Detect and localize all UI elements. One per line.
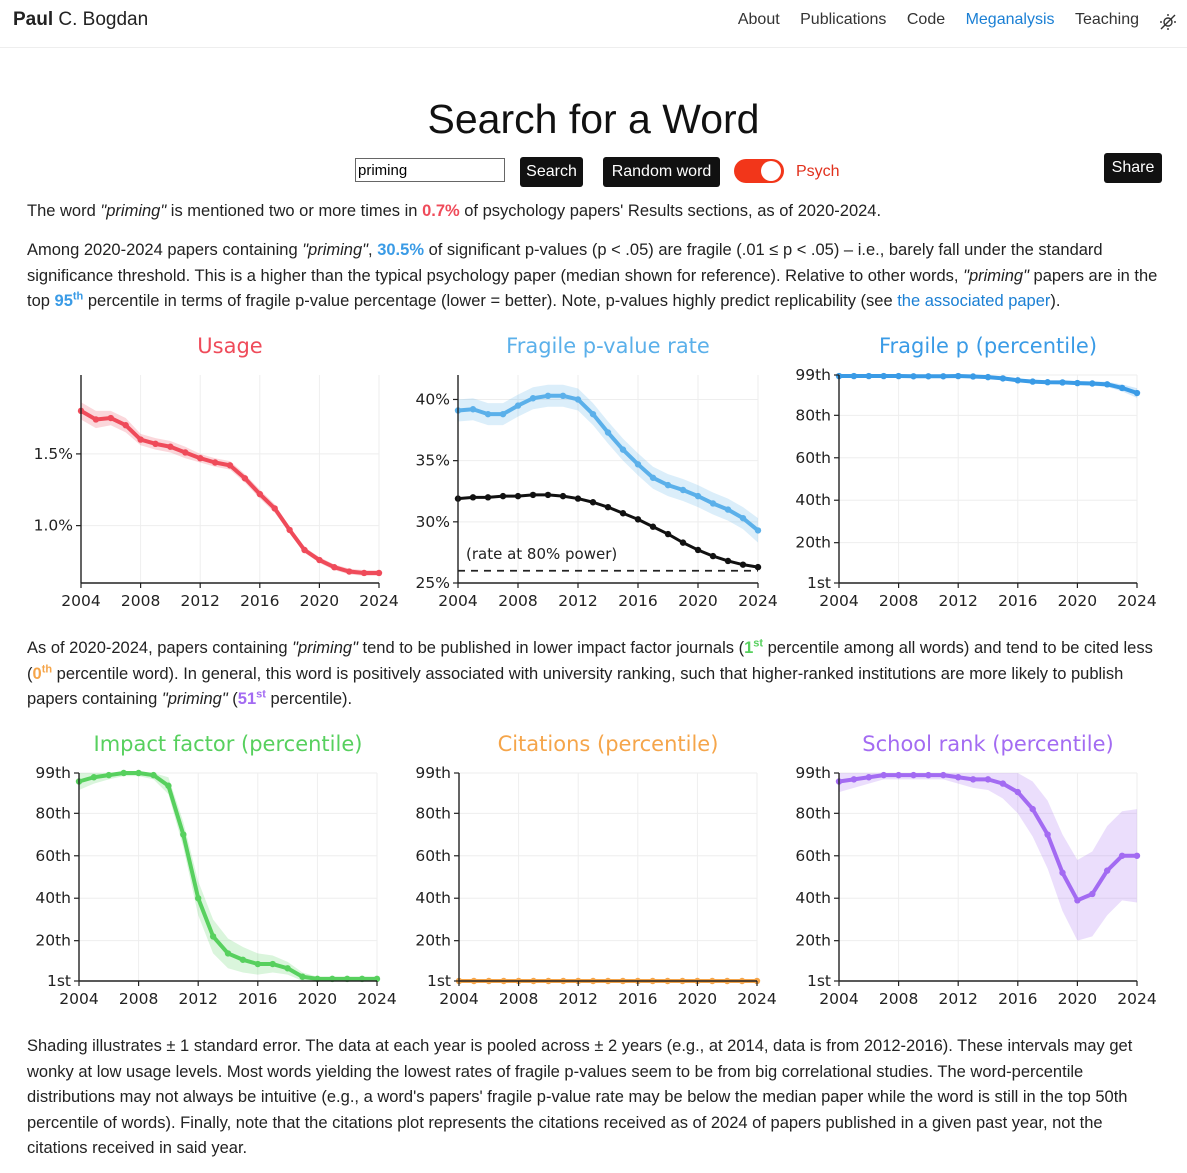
data-point [227, 462, 233, 468]
citation-rank [33, 665, 53, 683]
x-tick-label: 2012 [938, 990, 978, 1008]
data-point [560, 493, 566, 499]
data-point [91, 774, 97, 780]
y-tick-label: 20th [795, 533, 831, 552]
data-point [545, 393, 551, 399]
text: tend to be published in lower impact factor journals ( [357, 639, 745, 657]
data-point [680, 539, 686, 545]
data-point [1030, 806, 1036, 812]
data-point [195, 895, 201, 901]
y-tick-label: 80th [795, 804, 831, 823]
x-tick-label: 2012 [180, 592, 220, 610]
data-point [225, 950, 231, 956]
data-point [470, 494, 476, 500]
data-point [1134, 390, 1140, 396]
data-point [240, 957, 246, 963]
data-point [925, 772, 931, 778]
theme-toggle-icon[interactable] [1159, 13, 1177, 31]
chart-title: Usage [197, 334, 263, 358]
nav-link-code[interactable]: Code [906, 11, 946, 28]
text: percentile among all words) and tend to be cited less ( [27, 639, 1153, 683]
chart-title: Impact factor (percentile) [93, 732, 363, 756]
search-button[interactable]: Search [520, 157, 583, 187]
data-point [725, 506, 731, 512]
data-point [881, 772, 887, 778]
x-tick-label: 2012 [558, 592, 598, 610]
data-point [361, 570, 367, 576]
toggle-knob [761, 161, 781, 181]
methods-note: Shading illustrates ± 1 standard error. The data at each year is pooled across ± 2 years (e.g., at 2014, data is from 2012-2016). These intervals may get wonky at low usage levels. Most words yielding the lowest rates of fragile p-values seem to be from big correlational studies. The word-percentile distributions may not always be intuitive (e.g., a word's papers' fragile p-value rate may be below the median paper while the word is still in the top 50th percentile of words). Finally, note that the citations plot represents the citations received as of 2024 of papers published in a given past year, not the citations received in said year. [27, 1037, 1133, 1157]
data-point [635, 516, 641, 522]
x-tick-label: 2024 [357, 990, 397, 1008]
data-point [93, 416, 99, 422]
data-point [755, 527, 761, 533]
data-point [680, 487, 686, 493]
data-point [106, 772, 112, 778]
search-input[interactable] [355, 158, 505, 182]
search-word: "priming" [161, 690, 228, 708]
data-point [530, 492, 536, 498]
fragile-summary [27, 238, 1167, 315]
search-word: "priming" [302, 241, 369, 259]
data-point [1015, 377, 1021, 383]
data-point [270, 961, 276, 967]
data-point [137, 436, 143, 442]
data-point [985, 776, 991, 782]
data-point [346, 568, 352, 574]
x-tick-label: 2024 [1117, 592, 1157, 610]
data-point [301, 547, 307, 553]
x-tick-label: 2004 [819, 990, 859, 1008]
data-point [710, 553, 716, 559]
data-point [1059, 379, 1065, 385]
nav-link-about[interactable]: About [737, 11, 780, 28]
rank-value: 1 [744, 639, 754, 657]
data-point [1104, 867, 1110, 873]
data-point [895, 373, 901, 379]
x-tick-label: 2016 [998, 592, 1038, 610]
data-point [650, 475, 656, 481]
y-tick-label: 1st [806, 574, 831, 592]
data-point [197, 455, 203, 461]
data-point [152, 441, 158, 447]
data-point [165, 783, 171, 789]
data-point [1089, 380, 1095, 386]
data-point [180, 831, 186, 837]
data-point [485, 494, 491, 500]
x-tick-label: 2016 [238, 990, 278, 1008]
data-point [1119, 853, 1125, 859]
data-point [257, 491, 263, 497]
text: percentile word). In general, this word is positively associated with university ranking, such that higher-ranked institutions are more likely to publish papers containing [27, 664, 1124, 708]
data-point [590, 411, 596, 417]
data-point [485, 411, 491, 417]
data-point [123, 422, 129, 428]
data-point [665, 482, 671, 488]
data-point [1119, 385, 1125, 391]
data-point [286, 527, 292, 533]
rank-value: 51 [237, 690, 257, 708]
fragile-percentile-chart-svg [775, 330, 1175, 615]
nav-link-meganalysis[interactable]: Meganalysis [965, 11, 1055, 28]
x-tick-label: 2008 [498, 592, 538, 610]
x-tick-label: 2012 [558, 990, 598, 1008]
nav-link-teaching[interactable]: Teaching [1074, 11, 1139, 28]
y-tick-label: 35% [415, 451, 450, 470]
text: ). [1050, 292, 1061, 310]
data-point [1044, 379, 1050, 385]
rank-value: 95 [54, 292, 73, 310]
brand-first-name: Paul [13, 9, 54, 30]
y-tick-label: 20th [795, 931, 831, 950]
text: of significant p-values (p < .05) are fragile (.01 ≤ p < .05) – i.e., barely fall under the standard significance threshold. This is a higher than the typical psychology paper (median shown for reference). Relative to other words, [27, 241, 1103, 285]
y-tick-label: 99th [35, 764, 71, 782]
x-tick-label: 2004 [439, 990, 479, 1008]
usage-chart [15, 330, 405, 620]
school-rank-chart [775, 728, 1175, 1018]
data-point [376, 570, 382, 576]
text: percentile in terms of fragile p-value percentage (lower = better). Note, p-values highly predict replicability (see [83, 292, 898, 310]
text: percentile). [265, 690, 353, 708]
text: is mentioned two or more times in [166, 202, 423, 220]
data-point [851, 373, 857, 379]
data-point [150, 772, 156, 778]
x-tick-label: 2020 [678, 592, 718, 610]
y-tick-label: 60th [415, 846, 451, 865]
search-word: "priming" [963, 266, 1029, 285]
data-point [635, 461, 641, 467]
y-tick-label: 25% [415, 574, 450, 592]
data-point [940, 772, 946, 778]
data-point [985, 374, 991, 380]
data-point [605, 429, 611, 435]
y-tick-label: 20th [415, 931, 451, 950]
y-tick-label: 60th [795, 448, 831, 467]
data-point [575, 396, 581, 402]
x-tick-label: 2024 [359, 592, 399, 610]
data-point [881, 373, 887, 379]
chart-title: School rank (percentile) [862, 732, 1114, 756]
usage-percent: 0.7% [422, 202, 460, 220]
nav-links [722, 11, 1139, 29]
data-point [1074, 897, 1080, 903]
y-tick-label: 20th [35, 931, 71, 950]
fragile-rate-chart [400, 330, 790, 620]
impact-factor-chart-svg [15, 728, 405, 1013]
data-point [575, 495, 581, 501]
y-tick-label: 40th [415, 889, 451, 908]
text: papers are in the top [27, 266, 1158, 310]
x-tick-label: 2008 [120, 592, 161, 610]
data-point [121, 770, 127, 776]
y-tick-label: 30% [415, 512, 450, 531]
x-tick-label: 2004 [59, 990, 99, 1008]
search-word: "priming" [292, 639, 358, 657]
y-tick-label: 80th [415, 804, 451, 823]
y-tick-label: 80th [795, 406, 831, 425]
chart-title: Citations (percentile) [497, 732, 719, 756]
chart-title: Fragile p-value rate [506, 334, 710, 358]
data-point [1089, 891, 1095, 897]
reference-label: (rate at 80% power) [466, 544, 618, 563]
data-point [299, 974, 305, 980]
data-point [515, 493, 521, 499]
data-point [1104, 381, 1110, 387]
data-point [500, 411, 506, 417]
psych-toggle-label: Psych [796, 163, 840, 180]
data-point [331, 564, 337, 570]
y-tick-label: 60th [35, 846, 71, 865]
data-point [530, 395, 536, 401]
data-point [1134, 853, 1140, 859]
data-point [895, 772, 901, 778]
data-point [970, 776, 976, 782]
y-tick-label: 40th [795, 491, 831, 510]
usage-summary [27, 199, 1167, 225]
y-tick-label: 80th [35, 804, 71, 823]
x-tick-label: 2008 [498, 990, 539, 1008]
chart-title: Fragile p (percentile) [878, 334, 1098, 358]
y-tick-label: 99th [795, 366, 831, 384]
search-word: "priming" [100, 202, 167, 220]
data-point [955, 373, 961, 379]
data-point [316, 557, 322, 563]
y-tick-label: 1.5% [33, 444, 73, 463]
search-controls [0, 156, 1187, 188]
data-point [1074, 380, 1080, 386]
data-point [970, 373, 976, 379]
data-point [710, 500, 716, 506]
data-point [1030, 378, 1036, 384]
x-tick-label: 2020 [297, 990, 338, 1008]
x-tick-label: 2020 [1057, 990, 1098, 1008]
impact-summary [27, 636, 1167, 713]
citations-chart [395, 728, 785, 1018]
data-point [910, 373, 916, 379]
associated-paper-link[interactable]: the associated paper [897, 292, 1051, 310]
data-point [515, 402, 521, 408]
rank-value: 0 [32, 664, 42, 683]
impact-factor-chart [15, 728, 405, 1018]
y-tick-label: 40% [415, 390, 450, 409]
x-tick-label: 2004 [438, 592, 478, 610]
text: The word [27, 202, 101, 220]
y-tick-label: 40th [795, 889, 831, 908]
data-point [866, 774, 872, 780]
y-tick-label: 1.0% [33, 516, 73, 535]
impact-rank [744, 639, 763, 657]
text: Among 2020-2024 papers containing [27, 241, 303, 259]
data-point [620, 510, 626, 516]
y-tick-label: 60th [795, 846, 831, 865]
data-point [545, 492, 551, 498]
data-point [665, 531, 671, 537]
rank-suffix: st [753, 637, 764, 650]
school-rank-chart-svg [775, 728, 1175, 1013]
data-point [242, 475, 248, 481]
x-tick-label: 2020 [677, 990, 718, 1008]
error-band [839, 773, 1137, 941]
error-band [79, 773, 377, 981]
citations-chart-svg [395, 728, 785, 1013]
data-point [182, 449, 188, 455]
data-point [925, 373, 931, 379]
data-point [910, 772, 916, 778]
x-tick-label: 2016 [998, 990, 1038, 1008]
x-tick-label: 2012 [178, 990, 218, 1008]
data-point [108, 415, 114, 421]
data-point [940, 373, 946, 379]
data-point [1000, 780, 1006, 786]
data-point [866, 373, 872, 379]
data-point [695, 493, 701, 499]
x-tick-label: 2024 [737, 990, 777, 1008]
data-point [740, 561, 746, 567]
data-point [212, 459, 218, 465]
data-point [167, 444, 173, 450]
data-point [1000, 375, 1006, 381]
y-tick-label: 99th [795, 764, 831, 782]
data-point [135, 770, 141, 776]
x-tick-label: 2024 [1117, 990, 1157, 1008]
fragile-rank [55, 292, 84, 310]
x-tick-label: 2016 [618, 990, 658, 1008]
fragile-percentile-chart [775, 330, 1175, 620]
data-point [500, 493, 506, 499]
usage-chart-svg [15, 330, 405, 615]
share-button[interactable]: Share [1104, 153, 1162, 183]
psych-toggle[interactable] [734, 159, 784, 183]
fragile-rate-chart-svg [400, 330, 790, 615]
x-tick-label: 2012 [938, 592, 978, 610]
y-tick-label: 99th [415, 764, 451, 782]
data-point [725, 558, 731, 564]
random-word-button[interactable]: Random word [603, 157, 720, 187]
y-tick-label: 40th [35, 889, 71, 908]
x-tick-label: 2020 [1057, 592, 1098, 610]
data-point [650, 524, 656, 530]
data-point [1044, 831, 1050, 837]
x-tick-label: 2016 [240, 592, 280, 610]
data-point [605, 504, 611, 510]
rank-suffix: th [41, 663, 53, 675]
data-point [1059, 870, 1065, 876]
x-tick-label: 2008 [118, 990, 159, 1008]
brand-last-name: C. Bogdan [58, 9, 149, 30]
school-rank [238, 690, 266, 708]
y-tick-label: 1st [46, 972, 71, 990]
data-point [590, 499, 596, 505]
series-line [81, 411, 379, 573]
data-point [255, 961, 261, 967]
text: , [368, 241, 378, 259]
text: ( [227, 690, 238, 708]
x-tick-label: 2004 [819, 592, 859, 610]
site-brand[interactable] [13, 9, 148, 31]
rank-suffix: st [256, 688, 266, 701]
error-band [458, 385, 758, 543]
nav-link-publications[interactable]: Publications [800, 11, 887, 28]
x-tick-label: 2016 [618, 592, 658, 610]
y-tick-label: 1st [806, 972, 831, 990]
x-tick-label: 2024 [738, 592, 778, 610]
data-point [560, 393, 566, 399]
data-point [695, 547, 701, 553]
page-title: Search for a Word [427, 96, 760, 142]
text: As of 2020-2024, papers containing [27, 639, 293, 657]
data-point [755, 564, 761, 570]
data-point [470, 406, 476, 412]
fragile-percent: 30.5% [377, 241, 424, 259]
x-tick-label: 2008 [878, 990, 919, 1008]
x-tick-label: 2020 [299, 592, 340, 610]
data-point [1015, 789, 1021, 795]
data-point [210, 933, 216, 939]
x-tick-label: 2004 [61, 592, 101, 610]
data-point [284, 965, 290, 971]
data-point [740, 515, 746, 521]
data-point [851, 776, 857, 782]
x-tick-label: 2008 [878, 592, 919, 610]
text: of psychology papers' Results sections, as of 2020-2024. [459, 202, 882, 220]
data-point [620, 446, 626, 452]
y-tick-label: 1st [426, 972, 451, 990]
data-point [272, 505, 278, 511]
top-nav [0, 0, 1187, 48]
data-point [955, 774, 961, 780]
rank-suffix: th [72, 290, 84, 303]
